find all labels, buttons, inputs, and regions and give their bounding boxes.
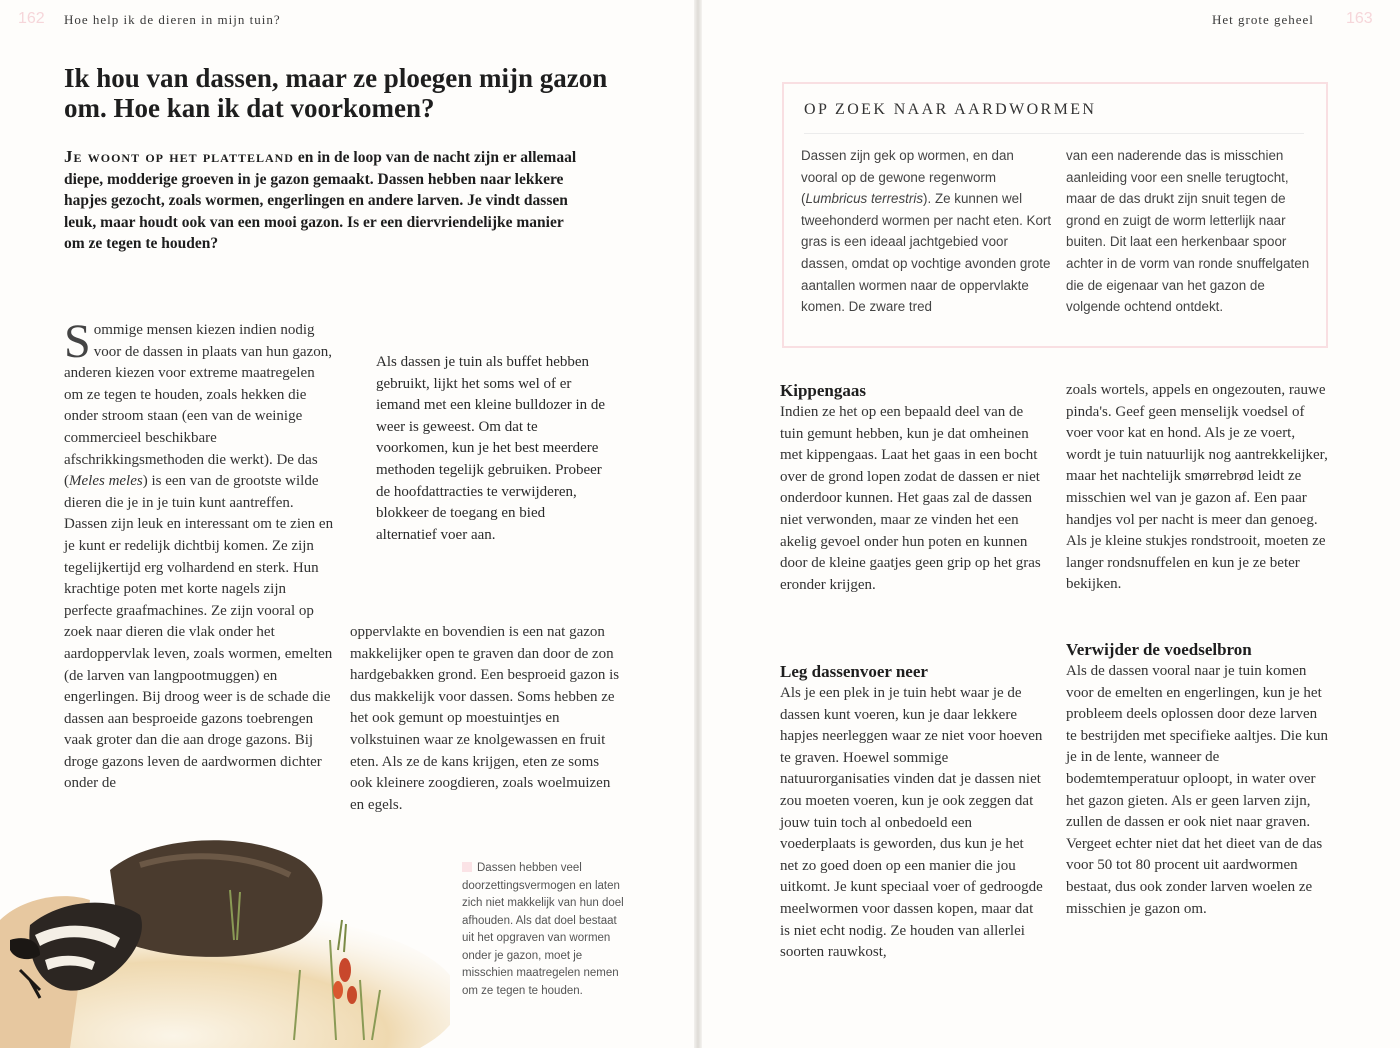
body-text: ommige mensen kiezen indien nodig voor de dassen in plaats van hun gazon, anderen kiezen voor extreme maatregelen om ze tegen te houden, zoals hekken die onder stroom staan (een van de weinige commercieel beschikbare afschrikkingsmethoden die werkt). De das ( (64, 322, 332, 490)
caption-marker (462, 862, 472, 872)
book-gutter (694, 0, 702, 1048)
section-heading-dassenvoer: Leg dassenvoer neer (780, 662, 928, 681)
badger-illustration (0, 830, 450, 1048)
caption-text: Dassen hebben veel doorzettingsvermogen en laten zich niet makkelijk van hun doel afhouden. Als dat doel bestaat uit het opgraven van wormen onder je gazon, moet je misschien maatregelen nemen om ze tegen te houden. (462, 862, 624, 997)
sidebar-text: Dassen zijn gek op wormen, en dan vooral op de gewone regenworm ( (801, 148, 1014, 207)
latin-name: Meles meles (69, 473, 143, 490)
latin-name: Lumbricus terrestris (805, 191, 924, 207)
image-caption (462, 860, 627, 1000)
intro-text: en in de loop van de nacht zijn er allemaal diepe, modderige groeven in je gazon gemaakt. Dassen hebben naar lekkere hapjes gezocht, zoals wormen, engerlingen en andere larven. Je vindt dassen leuk, maar houdt ook van een mooi gazon. Is er een diervriendelijke manier om ze tegen te houden? (64, 149, 577, 253)
sidebar-column-2: van een naderende das is misschien aanleiding voor een snelle terugtocht, maar de das drukt zijn snuit tegen de grond en zuigt de worm letterlijk naar buiten. Dit laat een herkenbaar spoor achter in de vorm van ronde snuffelgaten die de eigenaar van het gazon de volgende ochtend ontdekt. (1066, 148, 1310, 315)
article-title: Ik hou van dassen, maar ze ploegen mijn gazon om. Hoe kan ik dat voorkomen? (64, 63, 608, 123)
left-running-head: Hoe help ik de dieren in mijn tuin? (64, 12, 281, 27)
body-column-1 (64, 315, 334, 795)
drop-cap: S (64, 315, 91, 368)
section-text-dassenvoer: Als je een plek in je tuin hebt waar je de dassen kunt voeren, kun je daar lekkere hapjes neerleggen waar ze niet voor hoeven te graven. Hoewel sommige natuurorganisaties vinden dat je dassen niet zou moeten voeren, kun je ook zeggen dat jouw tuin toch al onbedoeld een voederplaats is geworden, dus kun je het net zo goed doen op een manier die jou uitkomt. Je kunt speciaal voer of gedroogde meelwormen voor dassen kopen, maar dat is niet echt nodig. Ze houden van allerlei soorten rauwkost, (780, 685, 1043, 961)
left-page-number: 162 (18, 10, 45, 27)
sidebar-title: OP ZOEK NAAR AARDWORMEN (804, 101, 1097, 118)
section-heading-kippengaas: Kippengaas (780, 381, 866, 400)
right-running-head: Het grote geheel (1212, 12, 1314, 27)
section-text-voedselbron: Als de dassen vooral naar je tuin komen voor de emelten en engerlingen, kun je het probleem deels oplossen door deze larven te bestrijden met specifieke aaltjes. Die kun je in de lente, wanneer de bodemtemperatuur oploopt, in water over het gazon gieten. Als er geen larven zijn, zullen de dassen er ook niet naar graven. Vergeet echter niet dat het dieet van de das voor 50 tot 80 procent uit aardwormen bestaat, dus ook zonder larven woelen ze misschien je gazon om. (1066, 663, 1328, 917)
section-heading-voedselbron: Verwijder de voedselbron (1066, 640, 1252, 659)
intro-paragraph (64, 146, 584, 255)
body-text: ) is een van de grootste wilde dieren die je in je tuin kunt aantreffen. Dassen zijn leuk en interessant om te zien en je kunt er redelijk dichtbij komen. Ze zijn tegelijkertijd erg volhardend en sterk. Hun krachtige poten met korte nagels zijn perfecte graafmachines. Ze zijn vooral op zoek naar dieren die vlak onder het aardoppervlak leven, zoals wormen, emelten (de larven van langpootmuggen) en engerlingen. Bij droog weer is de schade die dassen aan besproeide gazons toebrengen vaak groter dan die aan droge gazons. Bij droge gazons leven de aardwormen dichter onder de (64, 473, 334, 792)
body-column-2: oppervlakte en bovendien is een nat gazon makkelijker open te graven dan door de zon hardgebakken grond. Een besproeid gazon is dus makkelijk voor dassen. Soms hebben ze het ook gemunt op moestuintjes en volkstuinen waar ze knolgewassen en fruit eten. Als ze de kans krijgen, eten ze soms ook kleinere zoogdieren, zoals woelmuizen en egels. (350, 624, 620, 813)
pull-quote: Als dassen je tuin als buffet hebben gebruikt, lijkt het soms wel of er iemand met een kleine bulldozer in de weer is geweest. Om dat te voorkomen, kun je het best meerdere methoden tegelijk gebruiken. Probeer de hoofdattracties te verwijderen, blokkeer de toegang en bied alternatief voer aan. (376, 354, 606, 543)
sidebar-divider (804, 133, 1304, 134)
sidebar-text: ). Ze kunnen wel tweehonderd wormen per nacht eten. Kort gras is een ideaal jachtgebied voor dassen, omdat op vochtige avonden grote aantallen wormen naar de oppervlakte komen. De zware tred (801, 191, 1052, 315)
section-text-kippengaas: Indien ze het op een bepaald deel van de tuin gemunt hebben, kun je dat omheinen met kippengaas. Laat het gaas in een bocht over de grond lopen zodat de dassen er niet onderdoor kunnen. Het gaas zal de dassen niet verwonden, maar ze vinden het een akelig gevoel onder hun poten en kunnen door de kleine gaatjes geen grip op het gras eronder krijgen. (780, 404, 1041, 593)
intro-lead: Je woont op het platteland (64, 147, 294, 166)
right-page-number: 163 (1346, 10, 1373, 27)
sidebar-column-1 (801, 145, 1053, 318)
body-column-4: zoals wortels, appels en ongezouten, rauwe pinda's. Geef geen menselijk voedsel of voer voor kat en hond. Als je ze voert, wordt je tuin natuurlijk nog aantrekkelijker, maar het nachtelijk smørrebrød leidt ze misschien wel van je gazon af. Een paar handjes vol per nacht is meer dan genoeg. Als je kleine stukjes rondstrooit, moeten ze langer rondsnuffelen en kun je ze beter bekijken. (1066, 382, 1328, 593)
